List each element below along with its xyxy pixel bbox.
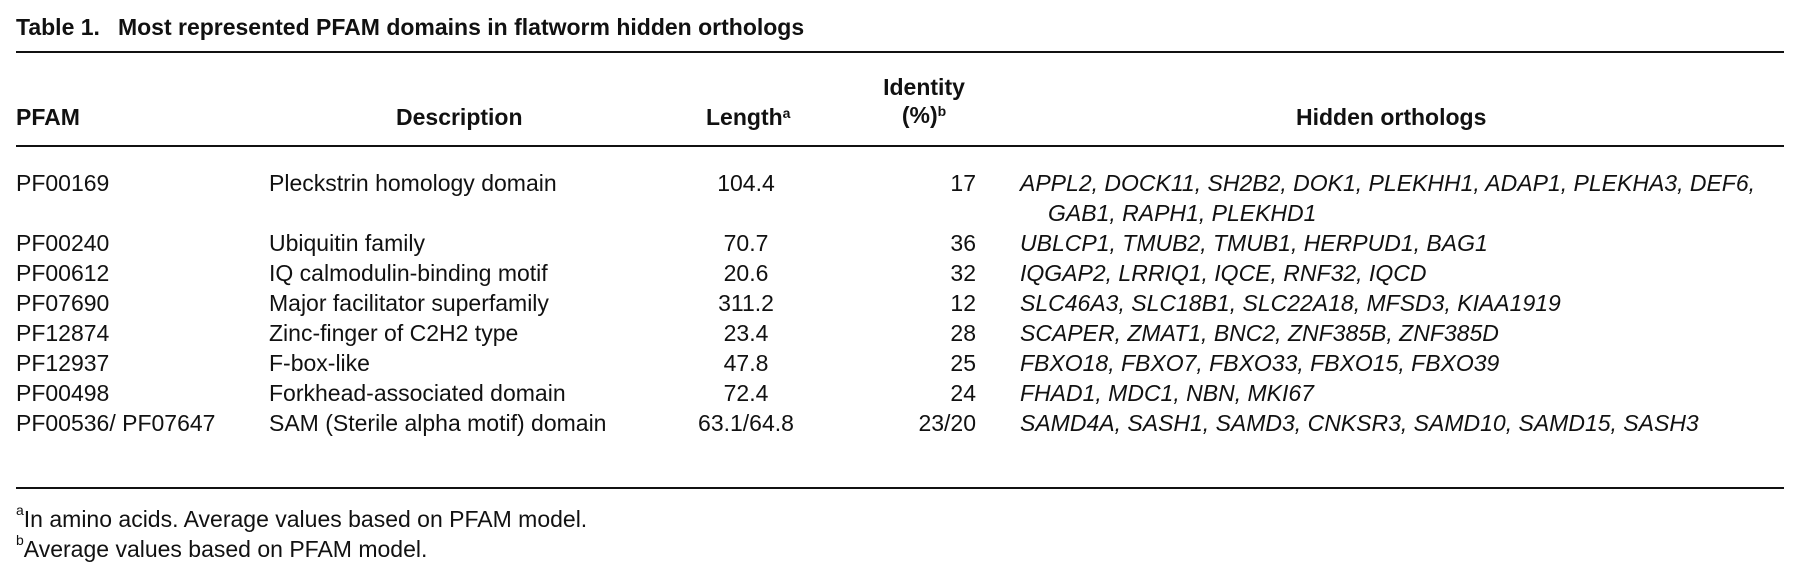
footnote-a-mark: a (16, 502, 24, 518)
cell-pfam: PF12937 (16, 350, 110, 376)
table-row (16, 408, 1784, 468)
cell-orthologs: UBLCP1, TMUB2, TMUB1, HERPUD1, BAG1 (1020, 230, 1488, 256)
cell-identity: 25 (950, 350, 976, 376)
cell-orthologs: FBXO18, FBXO7, FBXO33, FBXO15, FBXO39 (1020, 350, 1500, 376)
cell-orthologs: SAMD4A, SASH1, SAMD3, CNKSR3, SAMD10, SAMD15, SASH3 (1020, 410, 1699, 436)
header-rule (16, 145, 1784, 147)
cell-identity: 32 (950, 260, 976, 286)
table-row (16, 258, 1784, 288)
table-row (16, 168, 1784, 228)
bottom-rule (16, 487, 1784, 489)
cell-identity: 28 (950, 320, 976, 346)
cell-pfam: PF00612 (16, 260, 110, 286)
header-identity-footnote-mark: b (937, 103, 947, 119)
header-length-text: Length (706, 104, 783, 130)
header-identity-unit: (%) (901, 102, 938, 128)
table-row (16, 348, 1784, 378)
cell-pfam: PF07690 (16, 290, 110, 316)
cell-identity: 24 (950, 380, 976, 406)
footnote-a (16, 502, 588, 533)
table-row (16, 318, 1784, 348)
footnote-b-text: Average values based on PFAM model. (23, 536, 428, 562)
top-rule (16, 51, 1784, 53)
cell-length: 20.6 (723, 260, 769, 286)
cell-length: 47.8 (723, 350, 769, 376)
table-row (16, 378, 1784, 408)
table-row (16, 288, 1784, 318)
table-row (16, 228, 1784, 258)
table-caption (16, 14, 804, 41)
cell-orthologs: APPL2, DOCK11, SH2B2, DOK1, PLEKHH1, ADAP1, PLEKHA3, DEF6, GAB1, RAPH1, PLEKHD1 (1020, 170, 1756, 226)
cell-identity: 12 (950, 290, 976, 316)
cell-identity: 23/20 (918, 410, 976, 436)
header-identity-line2 (874, 101, 974, 129)
cell-description: Pleckstrin homology domain (269, 170, 557, 196)
table-label: Table 1. (16, 14, 100, 40)
cell-orthologs: IQGAP2, LRRIQ1, IQCE, RNF32, IQCD (1020, 260, 1427, 286)
table-title: Most represented PFAM domains in flatworm hidden orthologs (117, 14, 805, 40)
footnote-b-mark: b (16, 532, 24, 548)
cell-pfam: PF00498 (16, 380, 110, 406)
cell-identity: 36 (950, 230, 976, 256)
cell-pfam: PF00169 (16, 170, 110, 196)
cell-orthologs: SLC46A3, SLC18B1, SLC22A18, MFSD3, KIAA1919 (1020, 290, 1561, 316)
cell-pfam: PF12874 (16, 320, 110, 346)
cell-description: Forkhead-associated domain (269, 380, 566, 406)
cell-description: Ubiquitin family (269, 230, 425, 256)
cell-length: 311.2 (718, 290, 774, 316)
footnote-b (16, 532, 428, 563)
header-identity (874, 73, 974, 129)
cell-description: SAM (Sterile alpha motif) domain (269, 410, 607, 436)
footnote-a-text: In amino acids. Average values based on PFAM model. (23, 506, 588, 532)
cell-pfam: PF00536/ PF07647 (16, 410, 216, 436)
cell-pfam: PF00240 (16, 230, 110, 256)
cell-length: 70.7 (723, 230, 769, 256)
header-pfam: PFAM (16, 104, 80, 130)
table-body (16, 168, 1784, 468)
cell-length: 23.4 (723, 320, 769, 346)
cell-description: Major facilitator superfamily (269, 290, 549, 316)
table-figure (16, 0, 1784, 585)
cell-length: 104.4 (717, 170, 775, 196)
cell-orthologs: SCAPER, ZMAT1, BNC2, ZNF385B, ZNF385D (1020, 320, 1499, 346)
cell-length: 72.4 (723, 380, 769, 406)
header-hidden-orthologs: Hidden orthologs (1296, 104, 1487, 130)
header-length (706, 103, 790, 131)
header-description: Description (396, 104, 523, 130)
cell-orthologs: FHAD1, MDC1, NBN, MKI67 (1020, 380, 1314, 406)
cell-length: 63.1/64.8 (698, 410, 794, 436)
header-length-footnote-mark: a (782, 105, 791, 121)
cell-description: IQ calmodulin-binding motif (269, 260, 548, 286)
cell-identity: 17 (950, 170, 976, 196)
cell-description: Zinc-finger of C2H2 type (269, 320, 519, 346)
header-identity-line1: Identity (883, 74, 965, 100)
cell-description: F-box-like (269, 350, 370, 376)
